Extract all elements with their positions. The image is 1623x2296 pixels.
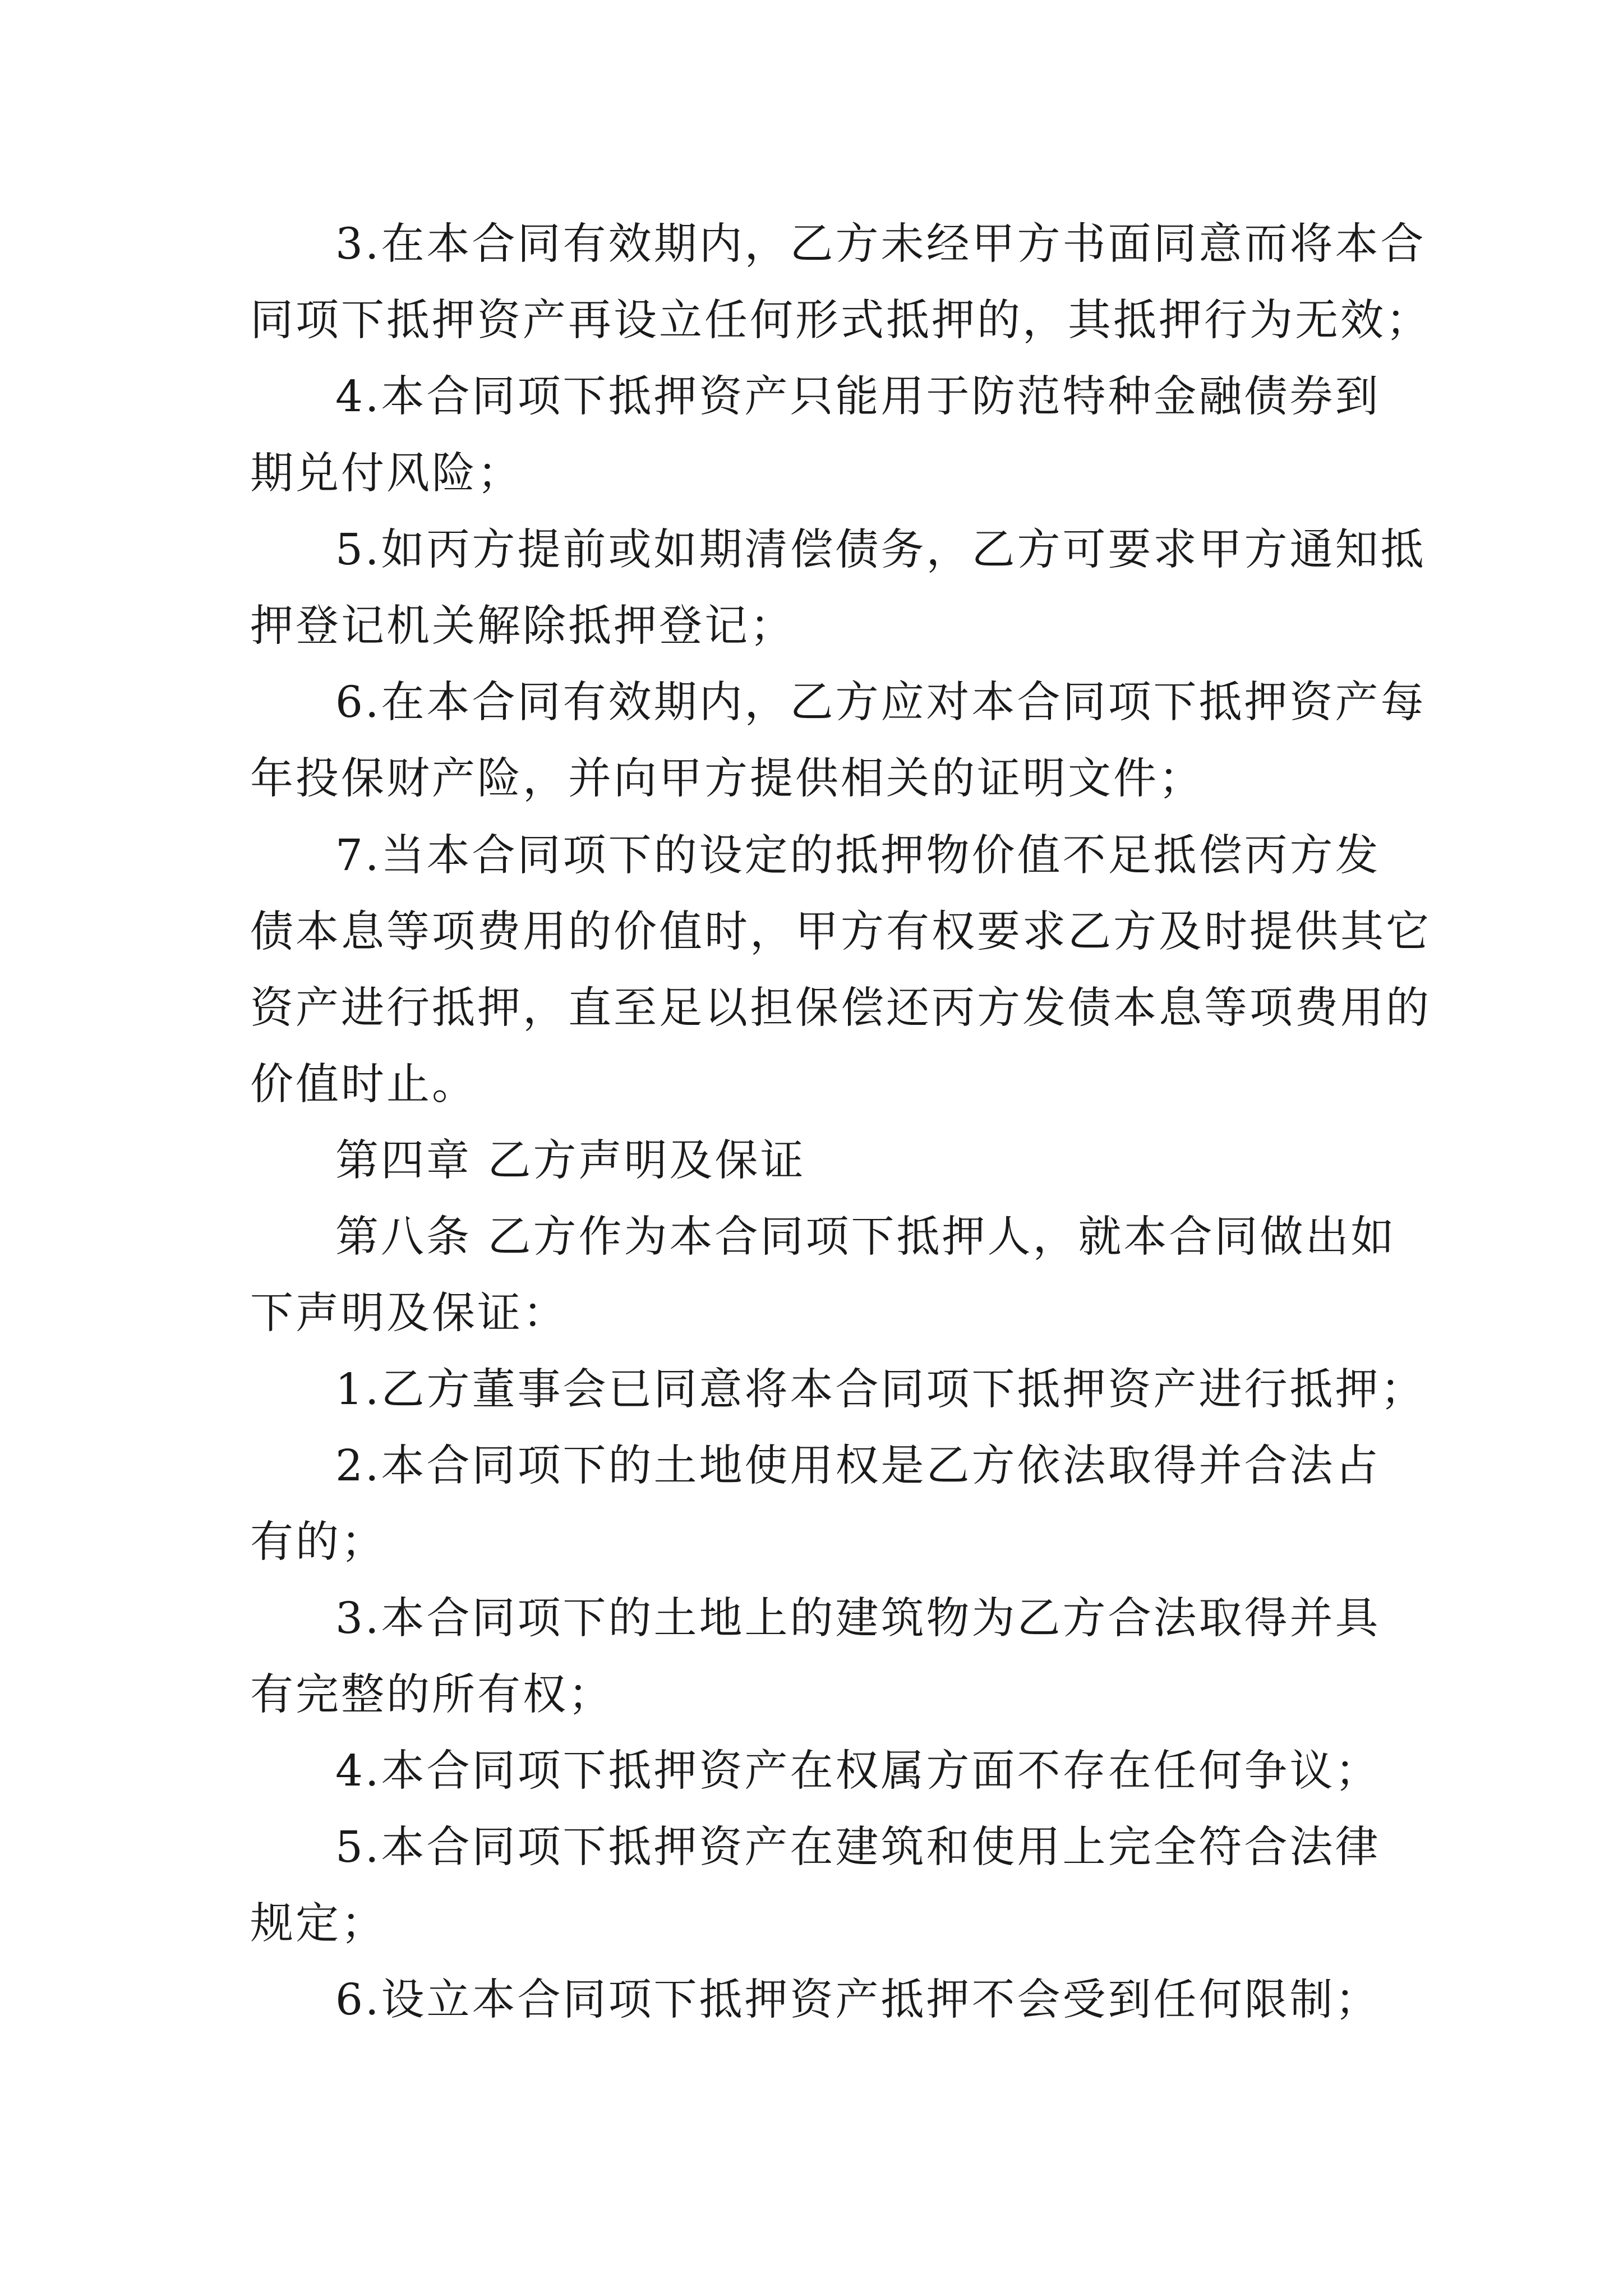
text-line: 1.乙方董事会已同意将本合同项下抵押资产进行抵押； xyxy=(335,1365,1426,1415)
text-line: 6.设立本合同项下抵押资产抵押不会受到任何限制； xyxy=(335,1975,1381,2025)
text-line: 5.如丙方提前或如期清偿债务，乙方可要求甲方通知抵 xyxy=(335,525,1426,575)
text-line: 3.本合同项下的土地上的建筑物为乙方合法取得并具 xyxy=(335,1594,1381,1644)
text-line: 押登记机关解除抵押登记； xyxy=(250,601,795,651)
text-line: 同项下抵押资产再设立任何形式抵押的，其抵押行为无效； xyxy=(250,296,1431,346)
text-line: 有的； xyxy=(250,1517,386,1567)
text-line: 规定； xyxy=(250,1899,386,1949)
text-line: 期兑付风险； xyxy=(250,449,523,499)
text-line: 年投保财产险，并向甲方提供相关的证明文件； xyxy=(250,754,1204,804)
text-line: 债本息等项费用的价值时，甲方有权要求乙方及时提供其它 xyxy=(250,907,1431,957)
text-line: 4.本合同项下抵押资产在权属方面不存在任何争议； xyxy=(335,1746,1381,1796)
text-line: 资产进行抵押，直至足以担保偿还丙方发债本息等项费用的 xyxy=(250,983,1431,1033)
chapter-heading: 第四章 乙方声明及保证 xyxy=(335,1136,806,1186)
text-line: 2.本合同项下的土地使用权是乙方依法取得并合法占 xyxy=(335,1441,1381,1491)
text-line: 下声明及保证： xyxy=(250,1289,568,1338)
text-line: 价值时止。 xyxy=(250,1060,477,1110)
text-line: 第八条 乙方作为本合同项下抵押人，就本合同做出如 xyxy=(335,1212,1396,1262)
text-line: 5.本合同项下抵押资产在建筑和使用上完全符合法律 xyxy=(335,1823,1381,1872)
text-line: 3.在本合同有效期内，乙方未经甲方书面同意而将本合 xyxy=(335,219,1426,269)
text-line: 4.本合同项下抵押资产只能用于防范特种金融债券到 xyxy=(335,372,1381,422)
text-line: 有完整的所有权； xyxy=(250,1670,614,1720)
text-line: 6.在本合同有效期内，乙方应对本合同项下抵押资产每 xyxy=(335,678,1426,728)
text-line: 7.当本合同项下的设定的抵押物价值不足抵偿丙方发 xyxy=(335,831,1381,881)
